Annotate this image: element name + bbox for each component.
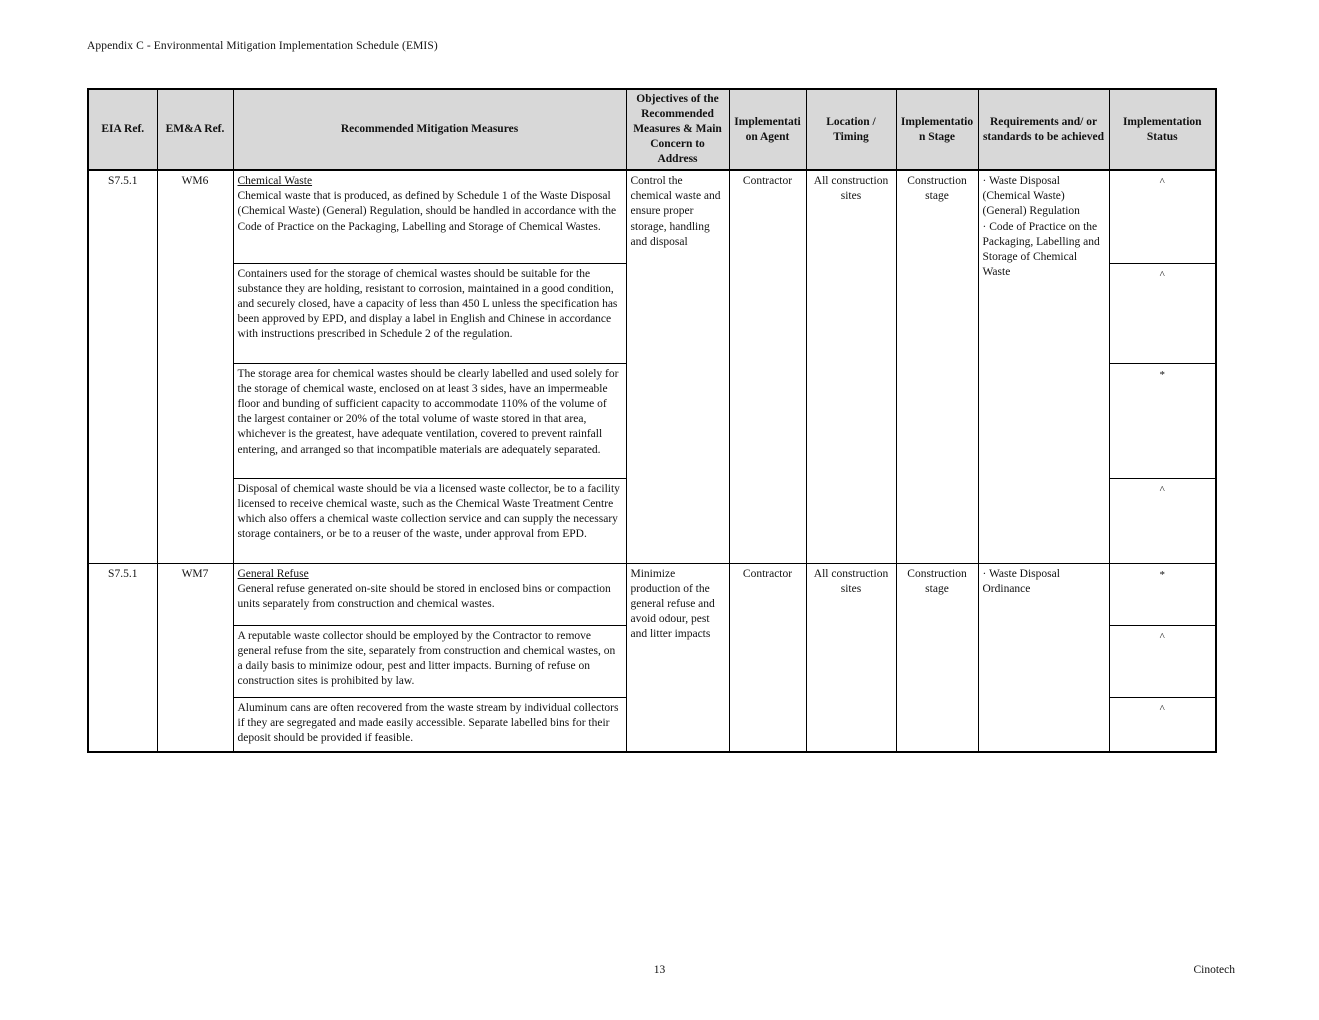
status-cell bbox=[1109, 625, 1216, 697]
requirement-item: · Code of Practice on the Packaging, Labelling and Storage of Chemical Waste bbox=[982, 220, 1100, 279]
location-cell: All construction sites bbox=[806, 170, 896, 563]
table-row bbox=[88, 170, 1216, 263]
agent-cell: Contractor bbox=[729, 563, 806, 752]
status-symbol: * bbox=[1159, 368, 1165, 381]
table-row bbox=[88, 563, 1216, 625]
measure-title: Chemical Waste bbox=[237, 175, 313, 187]
measure-cell bbox=[233, 263, 626, 363]
eia-ref-cell: S7.5.1 bbox=[88, 563, 157, 752]
emis-table bbox=[87, 88, 1217, 753]
measure-cell bbox=[233, 478, 626, 563]
column-header-6: Implementation Stage bbox=[896, 89, 978, 170]
status-cell bbox=[1109, 478, 1216, 563]
measure-cell bbox=[233, 697, 626, 752]
status-symbol: ^ bbox=[1159, 483, 1165, 496]
status-cell bbox=[1109, 363, 1216, 478]
status-symbol: ^ bbox=[1159, 176, 1165, 188]
column-header-4: Implementation Agent bbox=[729, 89, 806, 170]
measure-text: Chemical waste that is produced, as defined by Schedule 1 of the Waste Disposal (Chemical Waste) (General) Regulation, should be handled in accordance with the Code of Practice on the Packaging, Labelling and Storage of Chemical Wastes. bbox=[237, 190, 617, 233]
measure-cell bbox=[233, 625, 626, 697]
document-title: Appendix C - Environmental Mitigation Implementation Schedule (EMIS) bbox=[87, 40, 438, 52]
status-cell bbox=[1109, 170, 1216, 263]
location-cell: All construction sites bbox=[806, 563, 896, 752]
measure-text: General refuse generated on-site should be stored in enclosed bins or compaction units separately from construction and chemical wastes. bbox=[237, 582, 611, 610]
status-symbol: ^ bbox=[1159, 702, 1165, 715]
column-header-5: Location / Timing bbox=[806, 89, 896, 170]
objectives-cell: Control the chemical waste and ensure proper storage, handling and disposal bbox=[626, 170, 729, 563]
status-cell bbox=[1109, 263, 1216, 363]
ema-ref-cell: WM6 bbox=[157, 170, 233, 563]
column-header-2: Recommended Mitigation Measures bbox=[233, 89, 626, 170]
stage-cell: Construction stage bbox=[896, 170, 978, 563]
measure-cell bbox=[233, 563, 626, 625]
status-symbol: ^ bbox=[1159, 630, 1165, 643]
column-header-3: Objectives of the Recommended Measures & Main Concern to Address bbox=[626, 89, 729, 170]
requirements-cell bbox=[978, 563, 1109, 752]
stage-cell: Construction stage bbox=[896, 563, 978, 752]
status-symbol: * bbox=[1159, 568, 1165, 581]
measure-text: A reputable waste collector should be employed by the Contractor to remove general refuse from the site, separately from construction and chemical wastes, on a daily basis to minimize odour, pest and litter impacts. Burning of refuse on construction sites is prohibited by law. bbox=[237, 629, 616, 688]
requirement-item: · Waste Disposal (Chemical Waste) (General) Regulation bbox=[982, 175, 1080, 218]
company-name: Cinotech bbox=[1193, 964, 1235, 976]
ema-ref-cell: WM7 bbox=[157, 563, 233, 752]
column-header-7: Requirements and/ or standards to be achieved bbox=[978, 89, 1109, 170]
measure-text: Disposal of chemical waste should be via a licensed waste collector, be to a facility licensed to receive chemical waste, such as the Chemical Waste Treatment Centre which also offers a chemical waste collection service and can supply the necessary storage containers, or be to a reuser of the waste, under approval from EPD. bbox=[237, 482, 620, 541]
measure-cell bbox=[233, 170, 626, 263]
measure-text: Containers used for the storage of chemical wastes should be suitable for the substance they are holding, resistant to corrosion, maintained in a good condition, and securely closed, have a capacity of less than 450 L unless the specification has been approved by EPD, and display a label in English and Chinese in accordance with instructions prescribed in Schedule 2 of the regulation. bbox=[237, 267, 618, 341]
status-cell bbox=[1109, 697, 1216, 752]
measure-text: Aluminum cans are often recovered from the waste stream by individual collectors if they are segregated and made easily accessible. Separate labelled bins for their deposit should be provided if feasible. bbox=[237, 701, 619, 744]
measure-title: General Refuse bbox=[237, 567, 309, 580]
column-header-1: EM&A Ref. bbox=[157, 89, 233, 170]
status-symbol: ^ bbox=[1159, 268, 1165, 281]
measure-cell bbox=[233, 363, 626, 478]
requirement-item: · Waste Disposal Ordinance bbox=[982, 567, 1060, 595]
column-header-8: Implementation Status bbox=[1109, 89, 1216, 170]
eia-ref-cell: S7.5.1 bbox=[88, 170, 157, 563]
measure-text: The storage area for chemical wastes should be clearly labelled and used solely for the storage of chemical waste, enclosed on at least 3 sides, have an impermeable floor and bunding of sufficient capacity to accommodate 110% of the volume of the largest container or 20% of the total volume of waste stored in that area, whichever is the greatest, have adequate ventilation, covered to prevent rainfall entering, and arranged so that incompatible materials are adequately separated. bbox=[237, 367, 619, 456]
status-cell bbox=[1109, 563, 1216, 625]
agent-cell: Contractor bbox=[729, 170, 806, 563]
objectives-cell: Minimize production of the general refuse and avoid odour, pest and litter impacts bbox=[626, 563, 729, 752]
column-header-0: EIA Ref. bbox=[88, 89, 157, 170]
page-number: 13 bbox=[653, 964, 666, 976]
requirements-cell bbox=[978, 170, 1109, 563]
